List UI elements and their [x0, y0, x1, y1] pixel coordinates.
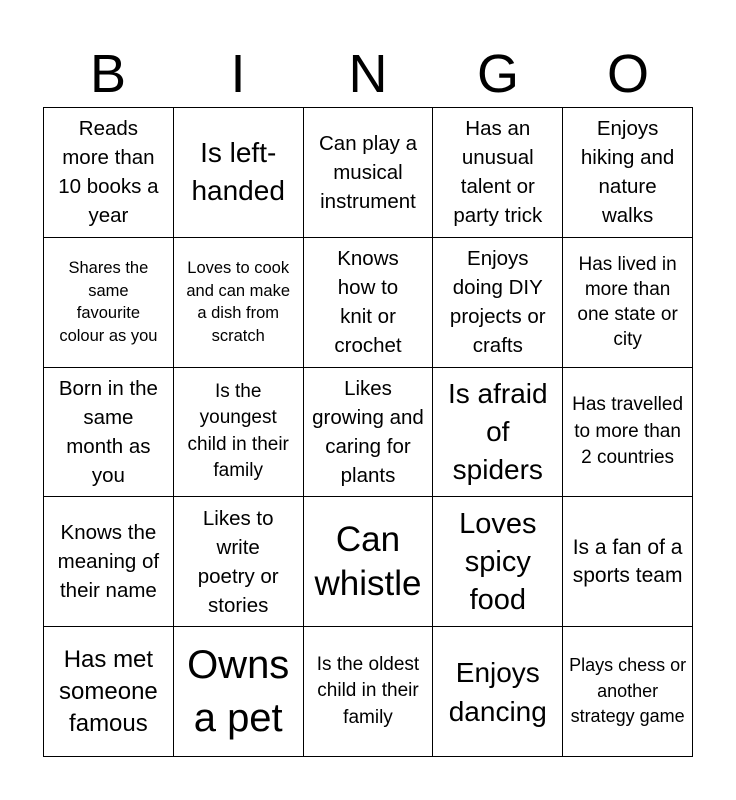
bingo-cell[interactable] — [44, 627, 174, 757]
bingo-header — [43, 44, 693, 104]
cell-text: Is the oldest child in their family — [316, 653, 420, 728]
cell-text: Likes to write poetry or stories — [197, 506, 279, 617]
bingo-cell[interactable] — [304, 108, 434, 238]
bingo-cell[interactable] — [44, 238, 174, 368]
header-letter-o: O — [606, 44, 649, 104]
header-letter-b: B — [89, 44, 127, 104]
bingo-cell[interactable] — [174, 497, 304, 627]
bingo-cell[interactable] — [563, 497, 693, 627]
cell-text: Is a fan of a sports team — [572, 536, 683, 587]
bingo-cell[interactable] — [304, 368, 434, 498]
cell-text: Likes growing and caring for plants — [312, 376, 424, 487]
bingo-cell[interactable] — [433, 108, 563, 238]
bingo-cell[interactable] — [174, 368, 304, 498]
cell-text: Owns a pet — [187, 642, 290, 740]
cell-text: Born in the same month as you — [58, 376, 158, 487]
bingo-cell[interactable] — [174, 108, 304, 238]
bingo-cell[interactable] — [174, 627, 304, 757]
bingo-cell[interactable] — [433, 368, 563, 498]
bingo-cell[interactable] — [174, 238, 304, 368]
cell-text: Is the youngest child in their family — [187, 380, 289, 482]
cell-text: Reads more than 10 books a year — [58, 117, 159, 228]
header-letter-n: N — [348, 44, 388, 104]
cell-text: Has met someone famous — [59, 645, 158, 737]
bingo-cell[interactable] — [44, 368, 174, 498]
bingo-cell[interactable] — [563, 238, 693, 368]
cell-text: Enjoys dancing — [448, 656, 547, 727]
bingo-cell[interactable] — [433, 238, 563, 368]
bingo-cell[interactable] — [563, 108, 693, 238]
cell-text: Has lived in more than one state or city — [577, 254, 678, 351]
cell-text: Knows how to knit or crochet — [334, 247, 402, 358]
bingo-cell[interactable] — [44, 497, 174, 627]
cell-text: Knows the meaning of their name — [57, 521, 160, 603]
cell-text: Is afraid of spiders — [447, 377, 548, 485]
bingo-cell[interactable] — [563, 368, 693, 498]
bingo-cell[interactable] — [563, 627, 693, 757]
header-letter-i: I — [230, 44, 246, 104]
cell-text: Has an unusual talent or party trick — [453, 117, 543, 228]
cell-text: Enjoys hiking and nature walks — [580, 117, 675, 228]
bingo-cell[interactable] — [433, 627, 563, 757]
bingo-cell[interactable] — [44, 108, 174, 238]
header-letter-g: G — [476, 44, 519, 104]
cell-text: Can play a musical instrument — [318, 131, 417, 213]
cell-text: Loves spicy food — [459, 507, 537, 616]
bingo-cell[interactable] — [304, 238, 434, 368]
cell-text: Loves to cook and can make a dish from scratch — [186, 259, 291, 345]
cell-text: Shares the same favourite colour as you — [59, 259, 158, 345]
cell-text: Has travelled to more than 2 countries — [572, 394, 684, 469]
cell-text: Plays chess or another strategy game — [569, 655, 687, 727]
bingo-cell[interactable] — [304, 627, 434, 757]
bingo-grid — [43, 107, 693, 757]
bingo-cell[interactable] — [304, 497, 434, 627]
cell-text: Is left-handed — [191, 137, 285, 207]
cell-text: Can whistle — [314, 519, 422, 603]
cell-text: Enjoys doing DIY projects or crafts — [449, 247, 546, 358]
bingo-cell[interactable] — [433, 497, 563, 627]
